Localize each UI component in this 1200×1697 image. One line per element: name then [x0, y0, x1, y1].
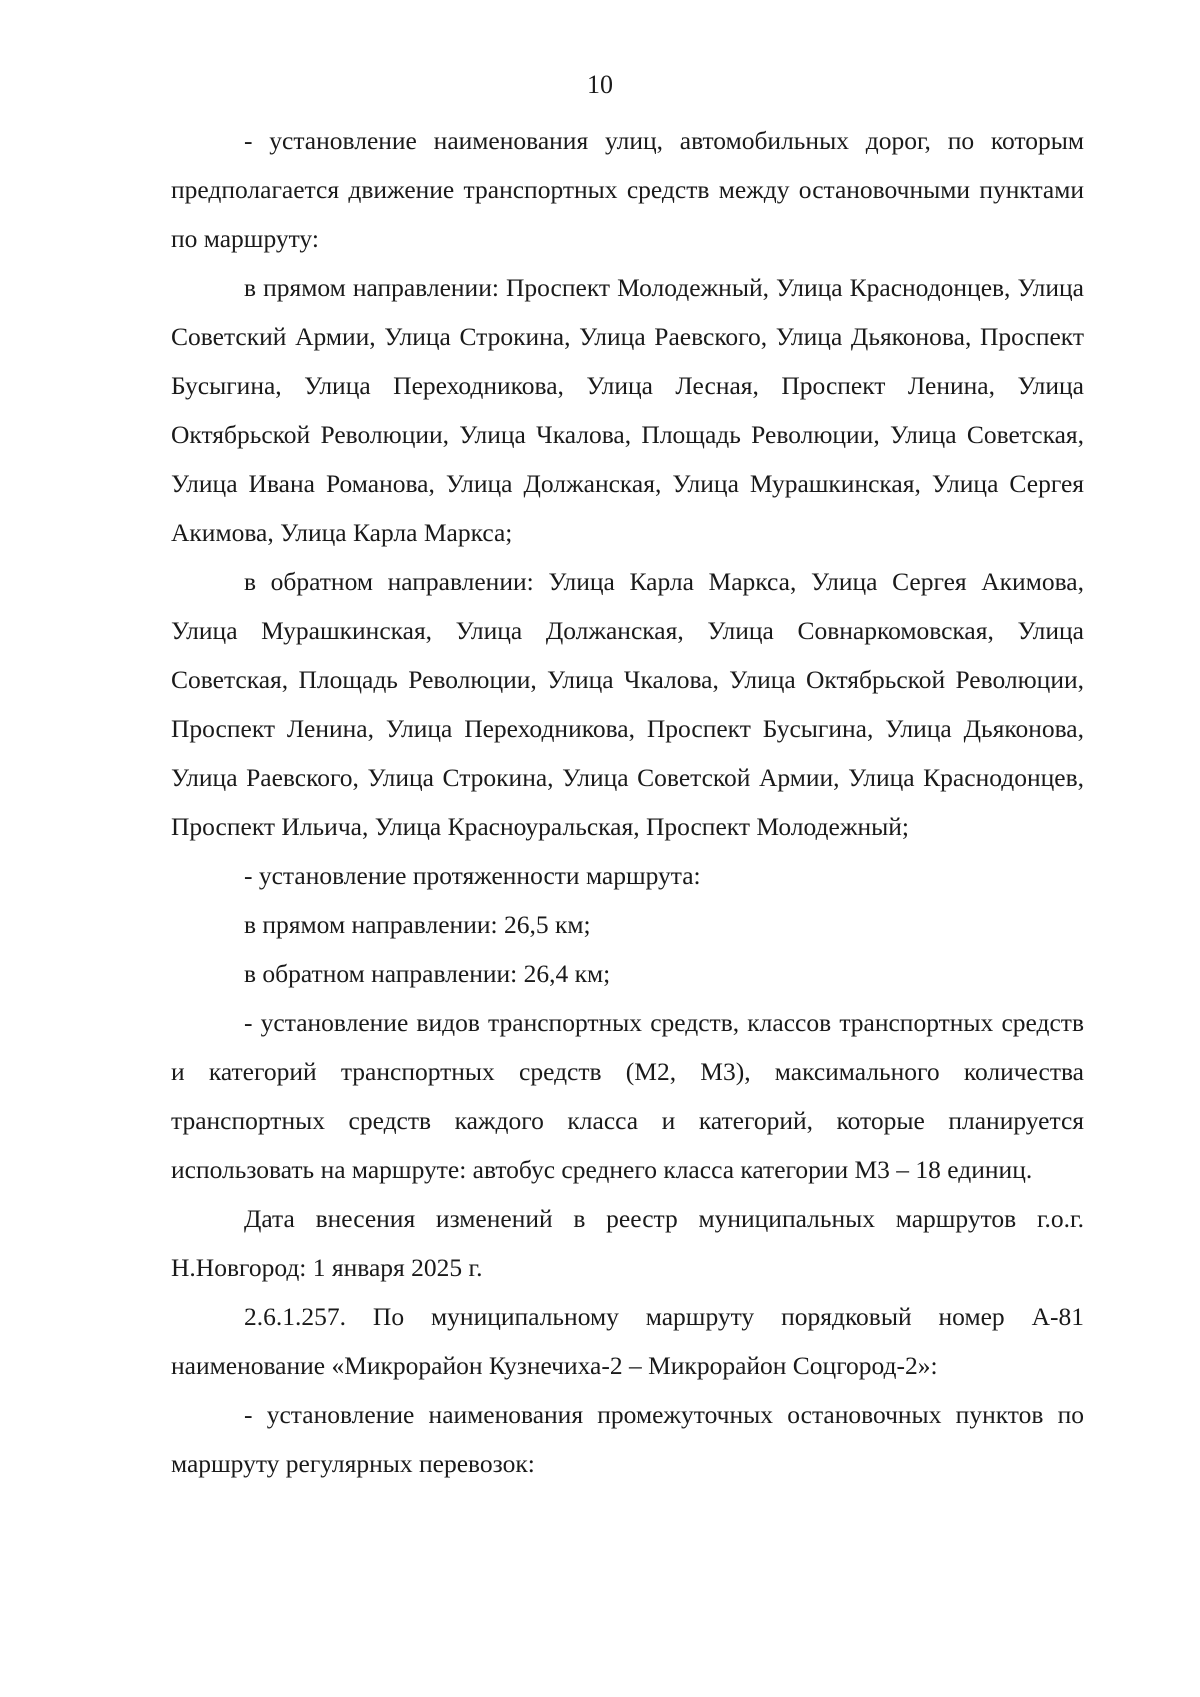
- paragraph-reverse-direction-streets: в обратном направлении: Улица Карла Маркса, Улица Сергея Акимова, Улица Мурашкинская, Улица Должанская, Улица Совнаркомовская, Улица Советская, Площадь Революции, Улица Чкалова, Улица Октябрьской Революции, Проспект Ленина, Улица Переходникова, Проспект Бусыгина, Улица Дьяконова, Улица Раевского, Улица Строкина, Улица Советской Армии, Улица Краснодонцев, Проспект Ильича, Улица Красноуральская, Проспект Молодежный;: [171, 567, 1084, 841]
- paragraph-street-names-intro: - установление наименования улиц, автомобильных дорог, по которым предполагается движение транспортных средств между остановочными пунктами по маршруту:: [171, 126, 1084, 253]
- paragraph-forward-length: в прямом направлении: 26,5 км;: [244, 910, 591, 939]
- paragraph-vehicle-types: - установление видов транспортных средств, классов транспортных средств и категорий транспортных средств (М2, М3), максимального количества транспортных средств каждого класса и категорий, которые планируется использовать на маршруте: автобус среднего класса категории М3 – 18 единиц.: [171, 1008, 1084, 1184]
- paragraph-route-a81-heading: 2.6.1.257. По муниципальному маршруту порядковый номер А-81 наименование «Микрорайон Кузнечиха-2 – Микрорайон Соцгород-2»:: [171, 1302, 1084, 1380]
- document-body: [171, 116, 1084, 1488]
- paragraph-registry-date: Дата внесения изменений в реестр муниципальных маршрутов г.о.г. Н.Новгород: 1 января 2025 г.: [171, 1204, 1084, 1282]
- paragraph-reverse-length: в обратном направлении: 26,4 км;: [244, 959, 611, 988]
- paragraph-route-length-intro: - установление протяженности маршрута:: [244, 861, 701, 890]
- page-number: 10: [587, 70, 613, 99]
- paragraph-forward-direction-streets: в прямом направлении: Проспект Молодежный, Улица Краснодонцев, Улица Советский Армии, Улица Строкина, Улица Раевского, Улица Дьяконова, Проспект Бусыгина, Улица Переходникова, Улица Лесная, Проспект Ленина, Улица Октябрьской Революции, Улица Чкалова, Площадь Революции, Улица Советская, Улица Ивана Романова, Улица Должанская, Улица Мурашкинская, Улица Сергея Акимова, Улица Карла Маркса;: [171, 273, 1084, 547]
- paragraph-intermediate-stops-intro: - установление наименования промежуточных остановочных пунктов по маршруту регулярных перевозок:: [171, 1400, 1084, 1478]
